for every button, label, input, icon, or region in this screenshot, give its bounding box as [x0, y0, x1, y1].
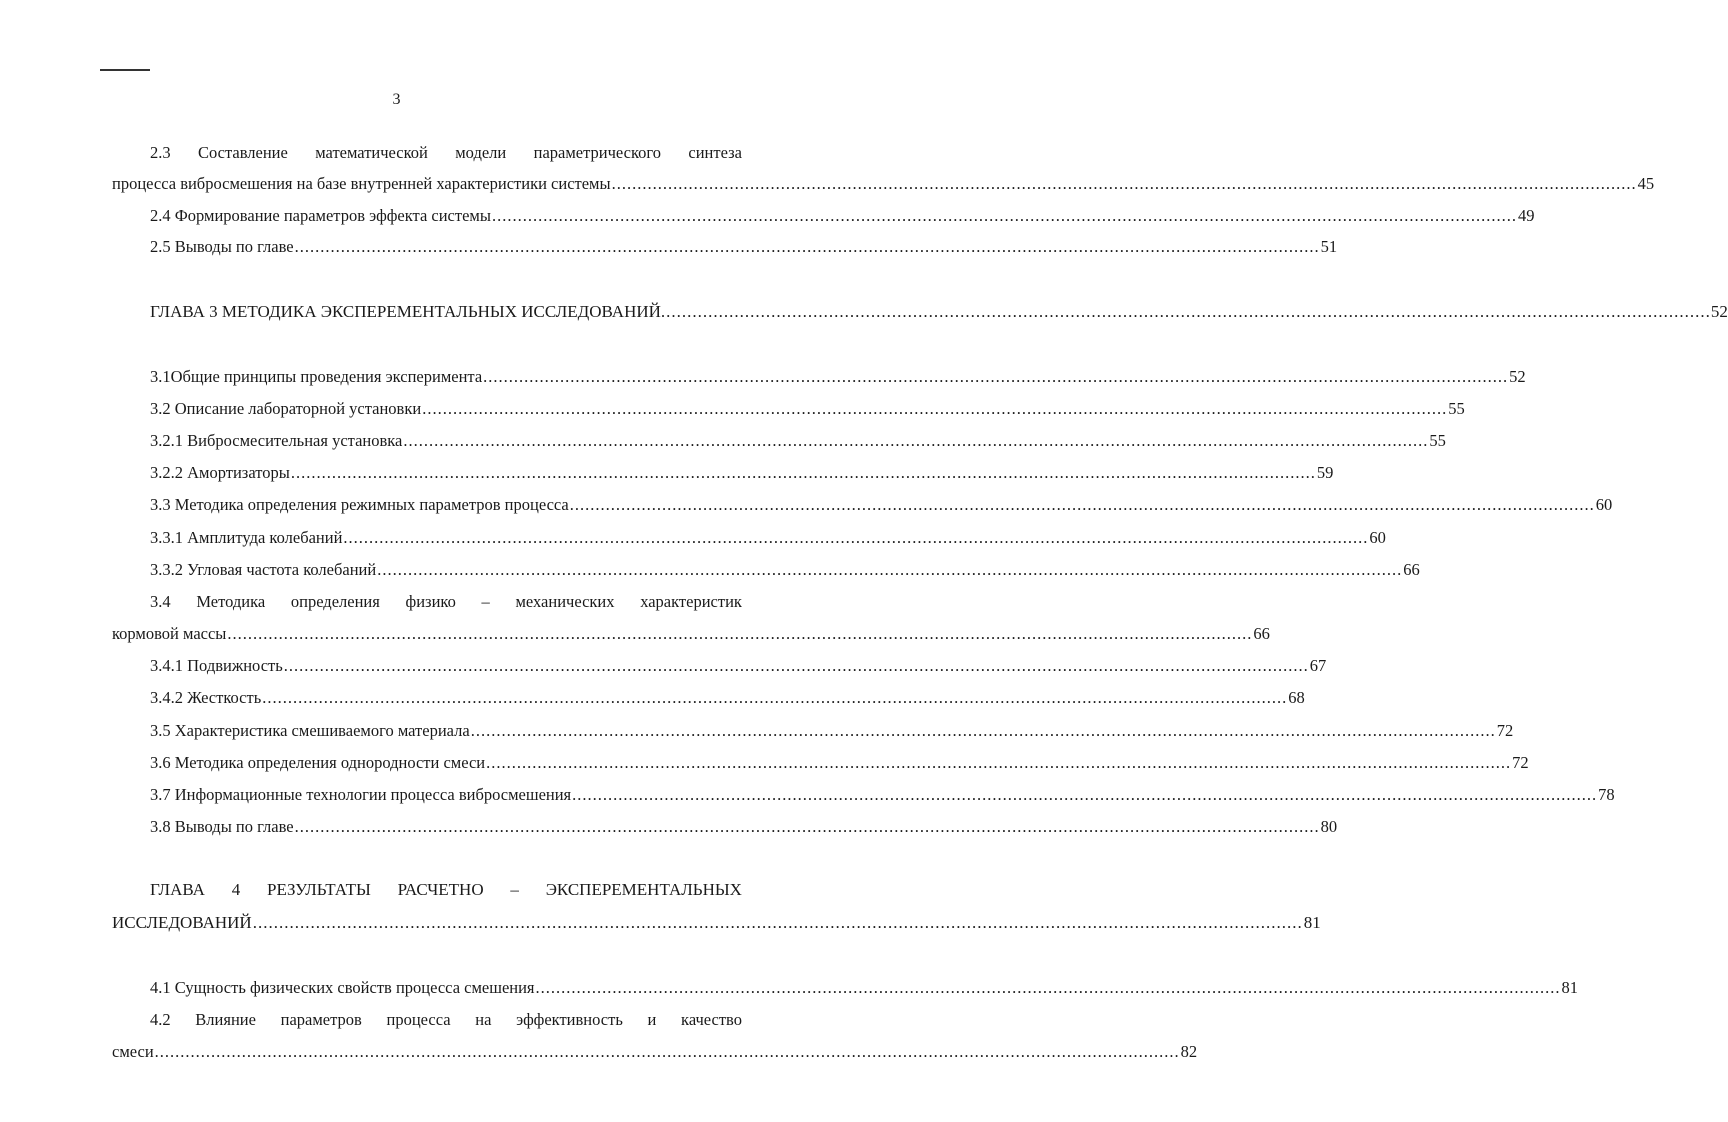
leader-dots: ........................................................................................................................................................................................................: [403, 431, 1429, 450]
leader-dots: ........................................................................................................................................................................................................: [252, 913, 1303, 932]
leader-dots: ........................................................................................................................................................................................................: [294, 817, 1320, 836]
word: 4.2: [150, 1010, 171, 1029]
entry-title: 3.3.1 Амплитуда колебаний: [150, 528, 343, 547]
word: физико: [405, 592, 456, 611]
leader-dots: ........................................................................................................................................................................................................: [283, 656, 1309, 675]
toc-chapter-3: [150, 301, 1728, 323]
leader-dots: ........................................................................................................................................................................................................: [227, 624, 1253, 643]
leader-dots: ........................................................................................................................................................................................................: [343, 528, 1369, 547]
page-ref: 78: [1598, 785, 1615, 804]
entry-title: 3.7 Информационные технологии процесса вибросмешения: [150, 785, 572, 804]
word: на: [475, 1010, 492, 1029]
entry-title: 3.2.2 Амортизаторы: [150, 463, 290, 482]
word: процесса: [386, 1010, 451, 1029]
leader-dots: ........................................................................................................................................................................................................: [611, 174, 1637, 193]
word: параметрического: [533, 143, 661, 162]
page-ref: 45: [1637, 174, 1655, 193]
page-ref: 55: [1429, 431, 1446, 450]
word: Влияние: [195, 1010, 256, 1029]
word: параметров: [280, 1010, 362, 1029]
page-ref: 51: [1320, 237, 1338, 256]
word: и: [647, 1010, 657, 1029]
leader-dots: ........................................................................................................................................................................................................: [483, 367, 1509, 386]
word: –: [481, 592, 490, 611]
page-ref: 60: [1369, 528, 1386, 547]
page-ref: 80: [1320, 817, 1338, 836]
toc-entry-3-4-line-1: [150, 591, 742, 613]
toc-entry-4-2-line-2: [112, 1041, 1198, 1063]
leader-dots: ........................................................................................................................................................................................................: [422, 399, 1448, 418]
toc-entry-3-2-1: [150, 430, 1446, 452]
chapter-title: ГЛАВА 3 МЕТОДИКА ЭКСПЕРЕМЕНТАЛЬНЫХ ИССЛЕДОВАНИЙ: [150, 302, 661, 321]
page-ref: 81: [1303, 913, 1321, 932]
word: эффективность: [516, 1010, 623, 1029]
toc-entry-3-7: [150, 784, 1615, 806]
page-ref: 60: [1595, 495, 1613, 514]
toc-entry-4-1: [150, 977, 1579, 999]
toc-entry-3-5: [150, 720, 1514, 742]
toc-entry-3-3-1: [150, 527, 1386, 549]
entry-title: 3.2 Описание лабораторной установки: [150, 399, 422, 418]
leader-dots: ........................................................................................................................................................................................................: [486, 753, 1512, 772]
entry-title: процесса вибросмешения на базе внутренней характеристики системы: [112, 174, 611, 193]
page-ref: 82: [1180, 1042, 1198, 1061]
toc-chapter-4-line-2: [112, 912, 1321, 934]
toc-chapter-4-line-1: [150, 879, 742, 901]
entry-title: 3.4.1 Подвижность: [150, 656, 283, 675]
page-ref: 52: [1710, 302, 1728, 321]
word: ЭКСПЕРЕМЕНТАЛЬНЫХ: [545, 880, 742, 899]
page-ref: 72: [1512, 753, 1529, 772]
page-ref: 66: [1403, 560, 1420, 579]
leader-dots: ........................................................................................................................................................................................................: [377, 560, 1403, 579]
page-ref: 59: [1316, 463, 1334, 482]
toc-entry-2-3-line-1: [150, 142, 742, 164]
chapter-title: ИССЛЕДОВАНИЙ: [112, 913, 252, 932]
leader-dots: ........................................................................................................................................................................................................: [290, 463, 1316, 482]
toc-entry-2-3-line-2: [112, 173, 1655, 195]
toc-entry-3-2-2: [150, 462, 1334, 484]
toc-entry-3-4-line-2: [112, 623, 1270, 645]
toc-entry-3-3: [150, 494, 1613, 516]
word: характеристик: [640, 592, 742, 611]
word: РАСЧЕТНО: [397, 880, 484, 899]
leader-dots: ........................................................................................................................................................................................................: [535, 978, 1561, 997]
entry-title: кормовой массы: [112, 624, 227, 643]
toc-entry-3-2: [150, 398, 1465, 420]
page-ref: 67: [1309, 656, 1327, 675]
toc-entry-3-8: [150, 816, 1338, 838]
word: механических: [515, 592, 615, 611]
toc-entry-2-5: [150, 236, 1338, 258]
leader-dots: ........................................................................................................................................................................................................: [154, 1042, 1180, 1061]
scan-rule: [100, 69, 150, 71]
leader-dots: ........................................................................................................................................................................................................: [569, 495, 1595, 514]
toc-entry-3-3-2: [150, 559, 1420, 581]
page-ref: 66: [1253, 624, 1270, 643]
toc-entry-3-6: [150, 752, 1529, 774]
entry-title: 3.6 Методика определения однородности смеси: [150, 753, 486, 772]
toc-entry-3-4-2: [150, 687, 1305, 709]
entry-title: 3.5 Характеристика смешиваемого материала: [150, 721, 470, 740]
word: РЕЗУЛЬТАТЫ: [267, 880, 371, 899]
entry-title: 3.3.2 Угловая частота колебаний: [150, 560, 377, 579]
entry-title: смеси: [112, 1042, 154, 1061]
page-ref: 55: [1448, 399, 1465, 418]
word: синтеза: [688, 143, 742, 162]
word: ГЛАВА: [150, 880, 205, 899]
page-ref: 72: [1496, 721, 1514, 740]
page-ref: 49: [1517, 206, 1535, 225]
entry-title: 2.5 Выводы по главе: [150, 237, 294, 256]
toc-entry-2-4: [150, 205, 1535, 227]
leader-dots: ........................................................................................................................................................................................................: [572, 785, 1598, 804]
word: Составление: [198, 143, 288, 162]
word: определения: [290, 592, 380, 611]
leader-dots: ........................................................................................................................................................................................................: [660, 302, 1711, 321]
page-ref: 52: [1509, 367, 1526, 386]
toc-entry-3-4-1: [150, 655, 1327, 677]
word: 4: [231, 880, 241, 899]
word: модели: [455, 143, 507, 162]
leader-dots: ........................................................................................................................................................................................................: [262, 688, 1288, 707]
leader-dots: ........................................................................................................................................................................................................: [294, 237, 1320, 256]
page-ref: 81: [1561, 978, 1579, 997]
word: –: [510, 880, 519, 899]
entry-title: 3.1Общие принципы проведения эксперимента: [150, 367, 483, 386]
word: 3.4: [150, 592, 171, 611]
leader-dots: ........................................................................................................................................................................................................: [491, 206, 1517, 225]
page-ref: 68: [1288, 688, 1305, 707]
entry-title: 3.2.1 Вибросмесительная установка: [150, 431, 403, 450]
entry-title: 2.4 Формирование параметров эффекта системы: [150, 206, 491, 225]
entry-title: 3.4.2 Жесткость: [150, 688, 262, 707]
entry-title: 3.8 Выводы по главе: [150, 817, 294, 836]
word: 2.3: [150, 143, 171, 162]
word: математической: [315, 143, 428, 162]
entry-title: 3.3 Методика определения режимных параметров процесса: [150, 495, 569, 514]
entry-title: 4.1 Сущность физических свойств процесса смешения: [150, 978, 535, 997]
toc-entry-4-2-line-1: [150, 1009, 742, 1031]
word: качество: [681, 1010, 742, 1029]
word: Методика: [196, 592, 266, 611]
leader-dots: ........................................................................................................................................................................................................: [470, 721, 1496, 740]
toc-entry-3-1: [150, 366, 1526, 388]
page-number: 3: [392, 91, 401, 108]
